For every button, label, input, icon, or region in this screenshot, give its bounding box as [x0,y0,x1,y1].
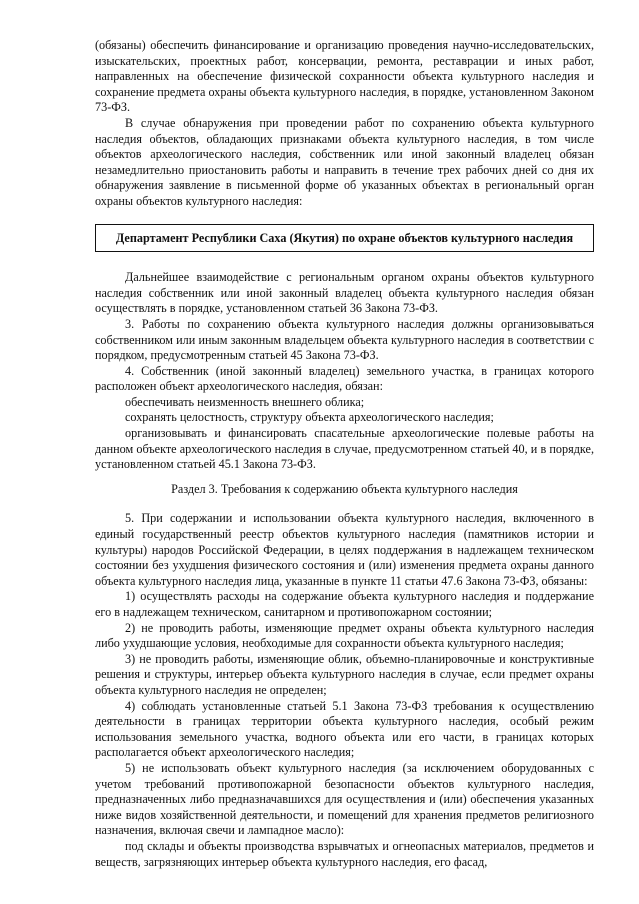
list-item: 5) не использовать объект культурного наследия (за исключением оборудованных с учетом требований противопожарной безопасности объектов культурного наследия, предназначенных либо предназначавшихся для осуществления и (или) обеспечения указанных ниже видов хозяйственной деятельности, и помещений для хранения предметов религиозного назначения, включая свечи и лампадное масло): [95,760,594,838]
paragraph: обеспечивать неизменность внешнего облика; [125,394,365,409]
section-title: Раздел 3. Требования к содержанию объекта культурного наследия [171,481,518,496]
spacer [95,252,594,270]
list-item: 3) не проводить работы, изменяющие облик, объемно-планировочные и конструктивные решения и структуры, интерьер объекта культурного наследия в случае, если предмет охраны объекта культурного наследия не определен; [95,651,594,697]
paragraph: 4. Собственник (иной законный владелец) земельного участка, в границах которого расположен объект археологического наследия, обязан: [95,363,594,394]
list-item: 4) соблюдать установленные статьей 5.1 Закона 73-ФЗ требования к осуществлению деятельности в границах территории объекта культурного наследия, особый режим использования земельного участка, водного объекта или его части, в границах которых располагается объект археологического наследия; [95,698,594,760]
paragraph: Дальнейшее взаимодействие с региональным органом охраны объектов культурного наследия собственник или иной законный владелец объекта культурного наследия обязан осуществлять в порядке, установленном статьей 36 Закона 73-ФЗ. [95,270,594,316]
paragraph: 5. При содержании и использовании объекта культурного наследия, включенного в единый государственный реестр объектов культурного наследия (памятников истории и культуры) народов Российской Федерации, в целях поддержания в надлежащем техническом состоянии без ухудшения физического состояния и (или) изменения предмета охраны данного объекта культурного наследия лица, указанные в пункте 11 статьи 47.6 Закона 73-ФЗ, обязаны: [95,511,594,588]
department-heading-box: Департамент Республики Саха (Якутия) по охране объектов культурного наследия [95,224,594,253]
paragraph: сохранять целостность, структуру объекта археологического наследия; [125,410,494,425]
paragraph: 3. Работы по сохранению объекта культурного наследия должны организовываться собственником или иным законным владельцем объекта культурного наследия в соответствии с порядком, предусмотренным статьей 45 Закона 73-ФЗ. [95,316,594,363]
paragraph: организовывать и финансировать спасательные археологические полевые работы на данном объекте археологического наследия в случае, предусмотренном статьей 40, и в порядке, установленном статьей 45.1 Закона 73-ФЗ. [95,426,594,472]
list-item: 2) не проводить работы, изменяющие предмет охраны объекта культурного наследия либо ухудшающие условия, необходимые для сохранности объекта культурного наследия; [95,620,594,651]
document-page [95,38,594,870]
paragraph: В случае обнаружения при проведении работ по сохранению объекта культурного наследия объектов, обладающих признаками объекта культурного наследия, в том числе объектов археологического наследия, собственник или иной законный владелец обязан незамедлительно приостановить работы и направить в течение трех рабочих дней со дня их обнаружения заявление в письменной форме об указанных объектах в региональный орган охраны объектов культурного наследия: [95,115,594,208]
spacer [95,473,594,482]
paragraph: (обязаны) обеспечить финансирование и организацию проведения научно-исследовательских, изыскательских, проектных работ, консервации, ремонта, реставрации и иных работ, направленных на обеспечение физической сохранности объекта культурного наследия и сохранение предмета охраны объекта культурного наследия, в порядке, установленном Законом 73-ФЗ. [95,38,594,115]
spacer [95,497,594,511]
list-item: 1) осуществлять расходы на содержание объекта культурного наследия и поддержание его в надлежащем техническом, санитарном и противопожарном состоянии; [95,589,594,619]
paragraph: под склады и объекты производства взрывчатых и огнеопасных материалов, предметов и веществ, загрязняющих интерьер объекта культурного наследия, его фасад, [95,838,594,869]
spacer [95,210,594,224]
